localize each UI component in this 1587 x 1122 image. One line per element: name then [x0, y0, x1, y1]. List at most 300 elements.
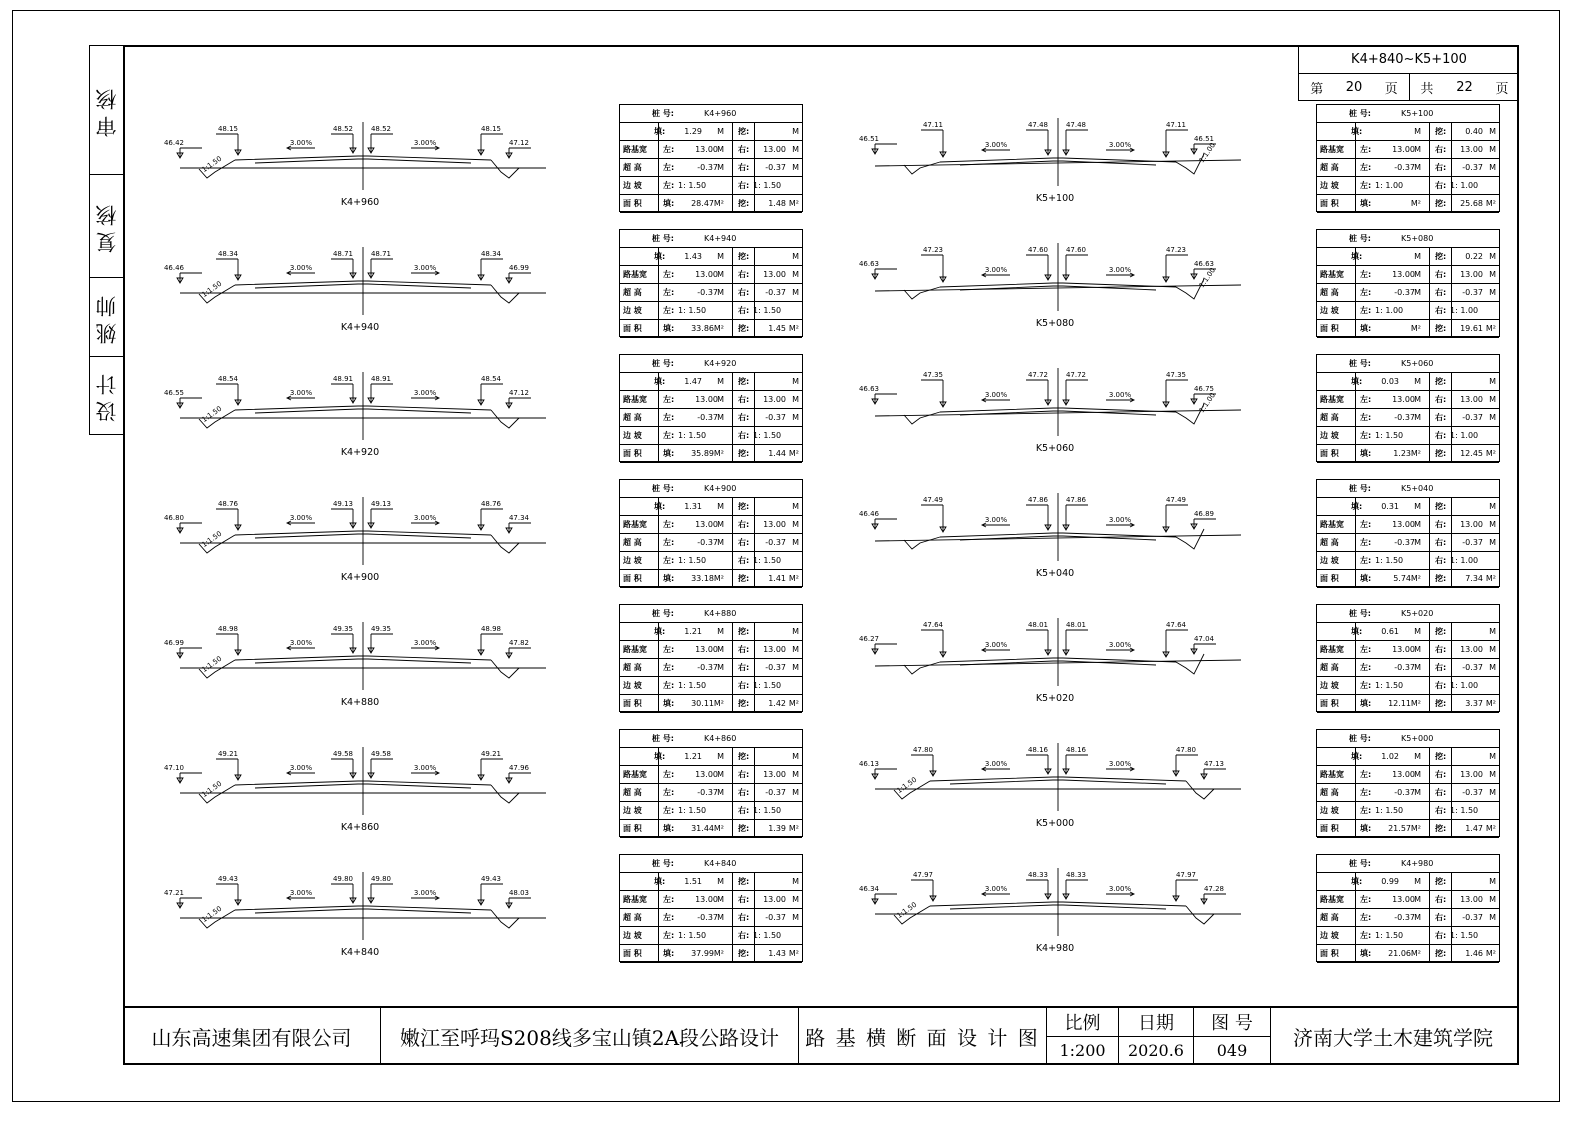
unit: M — [1489, 788, 1496, 797]
grade-label: 3.00% — [1108, 641, 1132, 649]
unit: M — [1489, 127, 1496, 136]
width-label: 路基宽 — [1320, 270, 1344, 279]
table-divider — [1429, 123, 1430, 211]
unit: M — [1414, 538, 1421, 547]
unit: M — [1414, 752, 1421, 761]
right-label: 右: — [738, 395, 750, 404]
table-divider — [754, 498, 755, 586]
grade-label: 3.00% — [289, 264, 313, 272]
elevation-label: 47.80 — [1175, 746, 1197, 754]
elevation-label: 48.03 — [508, 889, 530, 897]
fill-value: 0.03 — [1381, 377, 1399, 386]
unit: M — [717, 252, 724, 261]
table-divider — [1355, 123, 1356, 211]
area-label: 面 积 — [623, 199, 642, 208]
left-value: 13.00 — [695, 770, 718, 779]
right-label: 右: — [1435, 163, 1447, 172]
unit: M — [717, 502, 724, 511]
width-label: 路基宽 — [623, 520, 647, 529]
elevation-label: 47.72 — [1027, 371, 1049, 379]
right-label: 右: — [738, 681, 750, 690]
super-label: 超 高 — [1320, 413, 1339, 422]
left-value: -0.37 — [697, 413, 718, 422]
table-row — [1317, 784, 1499, 802]
table-row — [1317, 730, 1499, 748]
left-value: 1: 1.50 — [678, 556, 707, 565]
table-divider — [1355, 623, 1356, 711]
unit: M² — [1485, 199, 1496, 208]
elevation-label: 47.96 — [508, 764, 530, 772]
cut-label: 挖: — [738, 127, 750, 136]
station-value: K5+080 — [1401, 234, 1434, 243]
date-cell — [1119, 1008, 1194, 1065]
elevation-label: 48.98 — [217, 625, 239, 633]
grade-label: 3.00% — [289, 389, 313, 397]
right-label: 右: — [1435, 681, 1447, 690]
grade-label: 3.00% — [984, 266, 1008, 274]
area-cut-label: 挖: — [1435, 199, 1447, 208]
area-cut-value: 1.43 — [768, 949, 786, 958]
section-table — [1316, 854, 1500, 962]
unit: M — [717, 770, 724, 779]
section-station-label: K5+000 — [1035, 818, 1075, 829]
slope-ratio-label: 1:1.00 — [1197, 141, 1218, 165]
table-divider — [1429, 748, 1430, 836]
right-label: 右: — [738, 413, 750, 422]
right-value: 1: 1.00 — [1450, 431, 1479, 440]
area-label: 面 积 — [623, 699, 642, 708]
right-label: 右: — [738, 306, 750, 315]
elevation-label: 49.80 — [370, 875, 392, 883]
left-label: 左: — [1360, 806, 1372, 815]
elevation-label: 46.42 — [163, 139, 185, 147]
section-table — [619, 104, 803, 212]
right-label: 右: — [1435, 431, 1447, 440]
right-value: -0.37 — [1462, 288, 1483, 297]
station-label: 桩 号: — [1349, 109, 1371, 118]
elevation-label: 47.35 — [1165, 371, 1187, 379]
left-value: -0.37 — [697, 663, 718, 672]
table-row — [1317, 909, 1499, 927]
left-value: 13.00 — [1392, 645, 1415, 654]
area-label: 面 积 — [1320, 324, 1339, 333]
project-name: 嫩江至呼玛S208线多宝山镇2A段公路设计 — [381, 1008, 799, 1065]
table-divider — [732, 248, 733, 336]
table-row — [1317, 534, 1499, 552]
unit: M — [1414, 127, 1421, 136]
table-divider — [1451, 373, 1452, 461]
station-label: 桩 号: — [1349, 734, 1371, 743]
station-value: K4+920 — [704, 359, 737, 368]
slope-ratio-label: 1:1.00 — [1197, 391, 1218, 415]
table-row — [1317, 177, 1499, 195]
elevation-label: 47.64 — [1165, 621, 1187, 629]
right-label: 右: — [1435, 288, 1447, 297]
unit: M — [792, 520, 799, 529]
cut-label: 挖: — [1435, 877, 1447, 886]
total-unit: 页 — [1495, 81, 1509, 97]
unit: M² — [1410, 699, 1421, 708]
table-row — [1317, 159, 1499, 177]
unit: M — [792, 252, 799, 261]
unit: M² — [1410, 324, 1421, 333]
left-value: -0.37 — [1394, 413, 1415, 422]
right-label: 右: — [1435, 520, 1447, 529]
left-value: -0.37 — [1394, 163, 1415, 172]
right-label: 右: — [1435, 770, 1447, 779]
fill-label: 填: — [1351, 377, 1363, 386]
left-label: 左: — [1360, 663, 1372, 672]
section-station-label: K4+960 — [340, 197, 380, 208]
section-station-label: K4+940 — [340, 322, 380, 333]
cut-label: 挖: — [738, 377, 750, 386]
elevation-label: 49.58 — [332, 750, 354, 758]
station-label: 桩 号: — [1349, 359, 1371, 368]
left-value: 1: 1.00 — [1375, 306, 1404, 315]
area-fill-label: 填: — [663, 574, 675, 583]
unit: M — [1414, 788, 1421, 797]
left-value: 13.00 — [695, 145, 718, 154]
section-table — [1316, 604, 1500, 712]
fill-label: 填: — [654, 502, 666, 511]
slope-ratio-label: 1:1.50 — [200, 279, 224, 300]
slope-label: 边 坡 — [1320, 806, 1339, 815]
unit: M — [1414, 663, 1421, 672]
unit: M — [792, 163, 799, 172]
width-label: 路基宽 — [623, 770, 647, 779]
left-label: 左: — [1360, 913, 1372, 922]
station-value: K5+000 — [1401, 734, 1434, 743]
area-fill-value: 30.11 — [691, 699, 714, 708]
slope-ratio-label: 1:1.50 — [200, 154, 224, 175]
station-label: 桩 号: — [1349, 484, 1371, 493]
left-label: 左: — [663, 788, 675, 797]
right-label: 右: — [1435, 270, 1447, 279]
grade-label: 3.00% — [289, 639, 313, 647]
right-value: 1: 1.50 — [753, 181, 782, 190]
unit: M — [1414, 413, 1421, 422]
super-label: 超 高 — [623, 913, 642, 922]
elevation-label: 48.54 — [217, 375, 239, 383]
left-label: 左: — [663, 681, 675, 690]
right-value: 1: 1.50 — [753, 306, 782, 315]
unit: M² — [788, 949, 799, 958]
drawing-no-value: 049 — [1216, 1040, 1248, 1060]
elevation-label: 49.21 — [217, 750, 239, 758]
elevation-label: 47.13 — [1203, 760, 1225, 768]
fill-label: 填: — [1351, 877, 1363, 886]
table-row — [620, 677, 802, 695]
right-value: -0.37 — [765, 788, 786, 797]
slope-label: 边 坡 — [1320, 306, 1339, 315]
right-label: 右: — [738, 770, 750, 779]
table-divider — [658, 248, 659, 336]
section-table — [1316, 229, 1500, 337]
unit: M — [1414, 877, 1421, 886]
table-divider — [658, 873, 659, 961]
station-value: K4+860 — [704, 734, 737, 743]
table-divider — [658, 498, 659, 586]
grade-label: 3.00% — [289, 764, 313, 772]
table-row — [1317, 391, 1499, 409]
table-divider — [1429, 248, 1430, 336]
station-label: 桩 号: — [652, 859, 674, 868]
table-divider — [1355, 248, 1356, 336]
cut-label: 挖: — [738, 627, 750, 636]
right-label: 右: — [738, 931, 750, 940]
right-value: -0.37 — [765, 913, 786, 922]
super-label: 超 高 — [1320, 663, 1339, 672]
area-fill-label: 填: — [1360, 324, 1372, 333]
unit: M — [1489, 538, 1496, 547]
right-value: 13.00 — [763, 270, 786, 279]
right-label: 右: — [1435, 538, 1447, 547]
area-fill-label: 填: — [1360, 949, 1372, 958]
grade-label: 3.00% — [1108, 391, 1132, 399]
cut-label: 挖: — [738, 502, 750, 511]
elevation-label: 48.91 — [370, 375, 392, 383]
unit: M — [792, 663, 799, 672]
left-label: 左: — [663, 520, 675, 529]
table-row — [1317, 570, 1499, 588]
area-label: 面 积 — [623, 324, 642, 333]
table-divider — [1355, 873, 1356, 961]
left-label: 左: — [1360, 520, 1372, 529]
table-row — [620, 302, 802, 320]
grade-label: 3.00% — [984, 516, 1008, 524]
left-label: 左: — [663, 306, 675, 315]
section-table — [619, 854, 803, 962]
section-station-label: K4+980 — [1035, 943, 1075, 954]
elevation-label: 48.01 — [1065, 621, 1087, 629]
table-row — [1317, 195, 1499, 213]
grade-label: 3.00% — [1108, 760, 1132, 768]
right-label: 右: — [1435, 895, 1447, 904]
table-divider — [658, 623, 659, 711]
left-label: 左: — [1360, 431, 1372, 440]
table-row — [1317, 605, 1499, 623]
elevation-label: 48.15 — [217, 125, 239, 133]
fill-value: 0.31 — [1381, 502, 1399, 511]
unit: M² — [1410, 199, 1421, 208]
table-row — [1317, 445, 1499, 463]
left-value: 1: 1.50 — [678, 681, 707, 690]
right-label: 右: — [738, 145, 750, 154]
elevation-label: 46.80 — [163, 514, 185, 522]
slope-ratio-label: 1:1.00 — [1197, 266, 1218, 290]
fill-value: 1.21 — [684, 627, 702, 636]
unit: M — [792, 395, 799, 404]
area-cut-label: 挖: — [738, 449, 750, 458]
right-label: 右: — [1435, 306, 1447, 315]
area-label: 面 积 — [1320, 199, 1339, 208]
left-value: 1: 1.50 — [1375, 431, 1404, 440]
section-table — [619, 729, 803, 837]
elevation-label: 49.13 — [370, 500, 392, 508]
sidebar-design — [90, 356, 124, 434]
unit: M² — [1410, 449, 1421, 458]
unit: M — [792, 270, 799, 279]
super-label: 超 高 — [1320, 163, 1339, 172]
slope-label: 边 坡 — [1320, 556, 1339, 565]
fill-value: 0.61 — [1381, 627, 1399, 636]
unit: M — [792, 770, 799, 779]
cut-label: 挖: — [1435, 502, 1447, 511]
left-label: 左: — [663, 806, 675, 815]
fill-value: 1.02 — [1381, 752, 1399, 761]
right-label: 右: — [1435, 663, 1447, 672]
left-label: 左: — [1360, 788, 1372, 797]
right-label: 右: — [1435, 395, 1447, 404]
slope-label: 边 坡 — [1320, 931, 1339, 940]
left-value: 1: 1.50 — [1375, 806, 1404, 815]
table-row — [620, 141, 802, 159]
table-divider — [754, 748, 755, 836]
left-label: 左: — [1360, 556, 1372, 565]
fill-label: 填: — [654, 377, 666, 386]
elevation-label: 47.12 — [508, 389, 530, 397]
table-row — [620, 766, 802, 784]
area-cut-value: 1.44 — [768, 449, 786, 458]
elevation-label: 47.86 — [1065, 496, 1087, 504]
unit: M² — [1410, 949, 1421, 958]
right-value: 13.00 — [763, 770, 786, 779]
slope-label: 边 坡 — [623, 556, 642, 565]
area-fill-label: 填: — [663, 949, 675, 958]
area-fill-label: 填: — [1360, 449, 1372, 458]
cut-value: 0.22 — [1465, 252, 1483, 261]
right-value: 13.00 — [763, 395, 786, 404]
slope-label: 边 坡 — [623, 931, 642, 940]
table-divider — [754, 873, 755, 961]
total-label: 共 — [1420, 81, 1434, 97]
unit: M — [792, 127, 799, 136]
station-value: K5+100 — [1401, 109, 1434, 118]
unit: M — [792, 877, 799, 886]
elevation-label: 46.75 — [1193, 385, 1215, 393]
drawing-no-label: 图 号 — [1194, 1008, 1270, 1037]
elevation-label: 47.72 — [1065, 371, 1087, 379]
elevation-label: 49.35 — [332, 625, 354, 633]
sidebar-check-label: 复核 — [95, 198, 119, 253]
super-label: 超 高 — [1320, 538, 1339, 547]
unit: M — [717, 127, 724, 136]
left-label: 左: — [1360, 645, 1372, 654]
table-row — [1317, 891, 1499, 909]
unit: M² — [713, 824, 724, 833]
width-label: 路基宽 — [623, 145, 647, 154]
unit: M — [1489, 395, 1496, 404]
width-label: 路基宽 — [623, 395, 647, 404]
elevation-label: 47.48 — [1065, 121, 1087, 129]
right-label: 右: — [738, 556, 750, 565]
table-row — [620, 891, 802, 909]
area-fill-value: 35.89 — [691, 449, 714, 458]
grade-label: 3.00% — [1108, 266, 1132, 274]
elevation-label: 49.80 — [332, 875, 354, 883]
unit: M² — [788, 449, 799, 458]
left-label: 左: — [663, 395, 675, 404]
right-value: 1: 1.00 — [1450, 181, 1479, 190]
table-row — [620, 945, 802, 963]
right-value: 13.00 — [1460, 770, 1483, 779]
total-value: 22 — [1456, 79, 1473, 95]
table-row — [1317, 480, 1499, 498]
fill-label: 填: — [654, 127, 666, 136]
unit: M² — [788, 199, 799, 208]
grade-label: 3.00% — [413, 514, 437, 522]
area-fill-value: 33.86 — [691, 324, 714, 333]
slope-ratio-label: 1:1.50 — [200, 529, 224, 550]
page-label: 第 — [1310, 81, 1324, 97]
table-row — [1317, 659, 1499, 677]
table-divider — [732, 498, 733, 586]
elevation-label: 46.27 — [858, 635, 880, 643]
station-label: 桩 号: — [652, 109, 674, 118]
unit: M — [1414, 288, 1421, 297]
right-label: 右: — [1435, 913, 1447, 922]
elevation-label: 47.60 — [1027, 246, 1049, 254]
station-label: 桩 号: — [652, 359, 674, 368]
right-value: -0.37 — [765, 663, 786, 672]
unit: M² — [788, 574, 799, 583]
station-value: K4+880 — [704, 609, 737, 618]
left-value: 13.00 — [695, 395, 718, 404]
left-label: 左: — [1360, 270, 1372, 279]
unit: M — [717, 377, 724, 386]
table-row — [620, 802, 802, 820]
area-fill-value: 31.44 — [691, 824, 714, 833]
grade-label: 3.00% — [984, 760, 1008, 768]
grade-label: 3.00% — [1108, 885, 1132, 893]
left-label: 左: — [1360, 895, 1372, 904]
elevation-label: 49.43 — [217, 875, 239, 883]
table-row — [1317, 552, 1499, 570]
area-fill-label: 填: — [663, 824, 675, 833]
left-label: 左: — [663, 770, 675, 779]
slope-ratio-label: 1:1.50 — [200, 779, 224, 800]
elevation-label: 48.34 — [217, 250, 239, 258]
table-row — [1317, 623, 1499, 641]
elevation-label: 47.64 — [922, 621, 944, 629]
table-row — [1317, 855, 1499, 873]
right-label: 右: — [738, 645, 750, 654]
elevation-label: 47.21 — [163, 889, 185, 897]
super-label: 超 高 — [623, 788, 642, 797]
area-fill-label: 填: — [663, 699, 675, 708]
right-label: 右: — [1435, 181, 1447, 190]
slope-label: 边 坡 — [623, 181, 642, 190]
left-value: 1: 1.50 — [678, 431, 707, 440]
station-value: K4+840 — [704, 859, 737, 868]
unit: M — [1414, 502, 1421, 511]
section-station-label: K5+040 — [1035, 568, 1075, 579]
unit: M — [717, 395, 724, 404]
unit: M — [1489, 163, 1496, 172]
super-label: 超 高 — [1320, 913, 1339, 922]
elevation-label: 49.43 — [480, 875, 502, 883]
table-row — [620, 266, 802, 284]
station-value: K5+020 — [1401, 609, 1434, 618]
table-divider — [732, 748, 733, 836]
elevation-label: 46.63 — [1193, 260, 1215, 268]
left-value: 13.00 — [1392, 270, 1415, 279]
area-cut-label: 挖: — [738, 824, 750, 833]
grade-label: 3.00% — [413, 889, 437, 897]
left-value: -0.37 — [697, 163, 718, 172]
table-row — [620, 498, 802, 516]
left-value: 13.00 — [1392, 895, 1415, 904]
